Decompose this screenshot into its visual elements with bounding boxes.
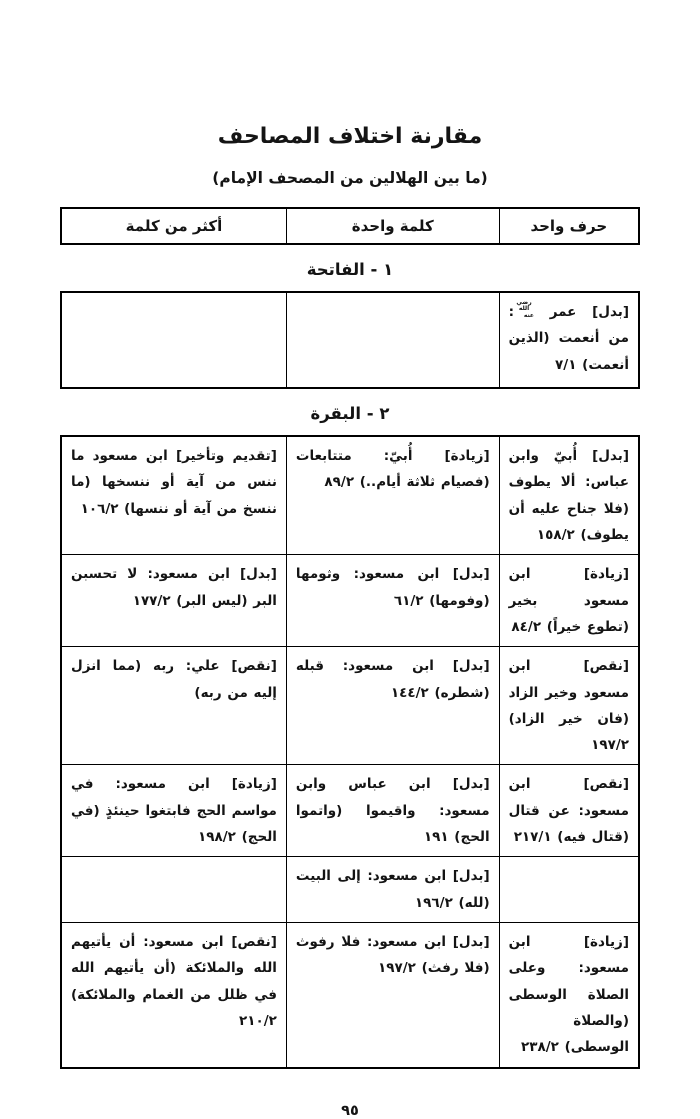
cell-one-word: [زيادة] أُبيّ: متتابعات (فصيام ثلاثة أيام..) ٨٩/٢ (286, 436, 499, 555)
cell-one-word: [بدل] ابن عباس وابن مسعود: واقيموا (واتموا الحج) ١٩١ (286, 765, 499, 857)
page-subtitle: (ما بين الهلالين من المصحف الإمام) (212, 169, 488, 187)
cell-one-word: [بدل] ابن مسعود: فلا رفوث (فلا رفث) ١٩٧/٢ (286, 923, 499, 1068)
table-row (61, 292, 639, 388)
cell-one-word: [بدل] ابن مسعود: قبله (شطره) ١٤٤/٢ (286, 647, 499, 765)
cell-more-than-word: [بدل] ابن مسعود: لا تحسبن البر (ليس البر) ١٧٧/٢ (61, 555, 286, 647)
cell-more-than-word (61, 857, 286, 923)
page-title: مقارنة اختلاف المصاحف (217, 124, 483, 149)
cell-one-letter: [زيادة] ابن مسعود بخير (تطوع خيراً) ٨٤/٢ (499, 555, 639, 647)
table-row (61, 436, 639, 555)
table-row (61, 647, 639, 765)
fatiha-table (60, 291, 640, 389)
cell-text: [بدل] عمر (534, 304, 629, 320)
radiallahu-anhu-honorific: رضي الله عنه (516, 300, 535, 319)
section-heading-fatiha: ١ - الفاتحة (306, 260, 394, 279)
table-row (61, 555, 639, 647)
cell-one-word: [بدل] ابن مسعود: وثومها (وفومها) ٦١/٢ (286, 555, 499, 647)
cell-more-than-word: [تقديم وتأخير] ابن مسعود ما ننس من آية أو ننسخها (ما ننسخ من آية أو ننسها) ١٠٦/٢ (61, 436, 286, 555)
cell-text: : من أنعمت (الذين أنعمت) ٧/١ (508, 304, 629, 373)
cell-more-than-word: [نقص] ابن مسعود: أن يأتيهم الله والملائكة (أن يأتيهم الله في ظلل من الغمام والملائكة) ٢١٠/٢ (61, 923, 286, 1068)
column-header-table (60, 207, 640, 245)
header-more-than-word: أكثر من كلمة (61, 208, 286, 244)
cell-one-letter (499, 292, 639, 388)
cell-one-word (286, 292, 499, 388)
header-one-word: كلمة واحدة (286, 208, 499, 244)
cell-one-letter (499, 857, 639, 923)
header-row (61, 208, 639, 244)
cell-one-letter: [زيادة] ابن مسعود: وعلى الصلاة الوسطى (والصلاة الوسطى) ٢٣٨/٢ (499, 923, 639, 1068)
cell-one-letter: [نقص] ابن مسعود: عن قتال (قتال فيه) ٢١٧/١ (499, 765, 639, 857)
cell-one-letter: [نقص] ابن مسعود وخير الزاد (فان خير الزاد) ١٩٧/٢ (499, 647, 639, 765)
section-heading-baqara: ٢ - البقرة (310, 404, 390, 423)
table-row (61, 923, 639, 1068)
cell-one-letter: [بدل] أُبيّ وابن عباس: ألا يطوف (فلا جناح عليه أن يطوف) ١٥٨/٢ (499, 436, 639, 555)
table-row (61, 765, 639, 857)
header-one-letter: حرف واحد (499, 208, 639, 244)
cell-more-than-word: [نقص] علي: ربه (مما انزل إليه من ربه) (61, 647, 286, 765)
cell-one-word: [بدل] ابن مسعود: إلى البيت (لله) ١٩٦/٢ (286, 857, 499, 923)
cell-more-than-word (61, 292, 286, 388)
table-row (61, 857, 639, 923)
page-number: ٩٥ (341, 1102, 359, 1119)
cell-more-than-word: [زيادة] ابن مسعود: في مواسم الحج فابتغوا حينئذٍ (في الحج) ١٩٨/٢ (61, 765, 286, 857)
baqara-table (60, 435, 640, 1069)
